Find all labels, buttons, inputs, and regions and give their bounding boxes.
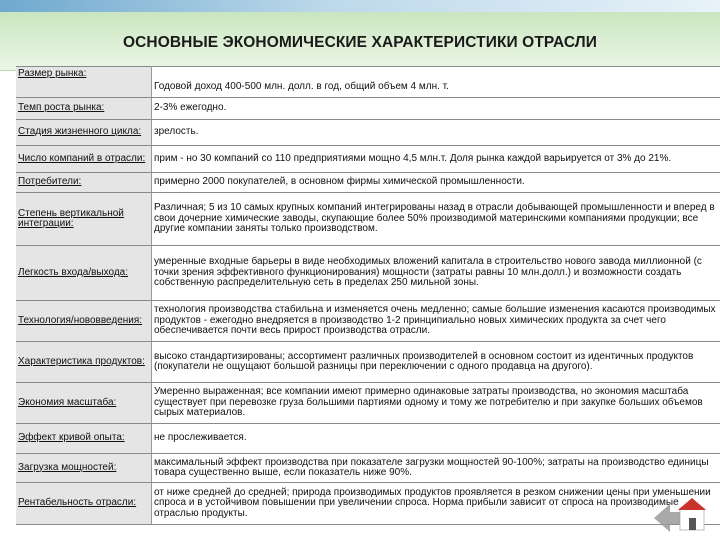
table-row xyxy=(16,383,720,424)
row-label: Характеристика продуктов: xyxy=(16,342,152,383)
row-value: от ниже средней до средней; природа производимых продуктов проявляется в резком снижении цены при уменьшении спроса и в устойчивом повышении при увеличении спроса. Норма прибыли зависит от спроса на производимые отраслью продукты. xyxy=(152,483,720,525)
row-value: Умеренно выраженная; все компании имеют примерно одинаковые затраты производства, но экономия масштаба существует при перевозке груза большими партиями одному и тому же потребителю и при закупке больших объемов сырых материалов. xyxy=(152,383,720,424)
row-label: Загрузка мощностей: xyxy=(16,454,152,483)
row-value: высоко стандартизированы; ассортимент различных производителей в основном состоит из идентичных продуктов (покупатели не ощущают большой разницы при переключении с одного продавца на другого). xyxy=(152,342,720,383)
logo-house-icon xyxy=(678,498,706,530)
row-value: примерно 2000 покупателей, в основном фирмы химической промышленности. xyxy=(152,173,720,193)
table-row xyxy=(16,301,720,342)
row-value: зрелость. xyxy=(152,120,720,146)
row-value: максимальный эффект производства при показателе загрузки мощностей 90-100%; затраты на производство единицы товара существенно выше, если показатель ниже 90%. xyxy=(152,454,720,483)
row-value: умеренные входные барьеры в виде необходимых вложений капитала в строительство нового завода миллионной (с точки зрения эффективного функционирования) мощности (затраты равны 10 млн.долл.) и возможности создать собственную распределительную сеть в пределах 250 мильной зоны. xyxy=(152,246,720,301)
row-label: Эффект кривой опыта: xyxy=(16,424,152,454)
table-row xyxy=(16,193,720,246)
table-row xyxy=(16,454,720,483)
table-row xyxy=(16,173,720,193)
table-row xyxy=(16,67,720,98)
top-decor-bar xyxy=(0,0,720,12)
row-label: Легкость входа/выхода: xyxy=(16,246,152,301)
row-label: Стадия жизненного цикла: xyxy=(16,120,152,146)
row-label: Степень вертикальной интеграции: xyxy=(16,193,152,246)
logo xyxy=(650,496,710,532)
table-row xyxy=(16,146,720,173)
row-value: технология производства стабильна и изменяется очень медленно; самые большие изменения касаются производимых продуктов - ежегодно внедряется в производство 1-2 принципиально новых химических продукта за счет чего обеспечивается почти весь прирост производства отрасли. xyxy=(152,301,720,342)
row-label: Потребители: xyxy=(16,173,152,193)
characteristics-table xyxy=(16,66,720,525)
table-row xyxy=(16,98,720,120)
table-row xyxy=(16,120,720,146)
row-label: Экономия масштаба: xyxy=(16,383,152,424)
row-label: Рентабельность отрасли: xyxy=(16,483,152,525)
page-title: ОСНОВНЫЕ ЭКОНОМИЧЕСКИЕ ХАРАКТЕРИСТИКИ ОТРАСЛИ xyxy=(122,34,597,51)
table-row xyxy=(16,483,720,525)
row-label: Размер рынка: xyxy=(16,67,152,98)
row-value: прим - но 30 компаний со 110 предприятиями мощно 4,5 млн.т. Доля рынка каждой варьируется от 3% до 21%. xyxy=(152,146,720,173)
logo-arrow-icon xyxy=(654,504,680,532)
row-value: Годовой доход 400-500 млн. долл. в год, общий объем 4 млн. т. xyxy=(152,67,720,98)
table-row xyxy=(16,342,720,383)
row-label: Технология/нововведения: xyxy=(16,301,152,342)
row-value: 2-3% ежегодно. xyxy=(152,98,720,120)
row-value: не прослеживается. xyxy=(152,424,720,454)
table-row xyxy=(16,424,720,454)
table-row xyxy=(16,246,720,301)
row-label: Темп роста рынка: xyxy=(16,98,152,120)
row-label: Число компаний в отрасли: xyxy=(16,146,152,173)
row-value: Различная; 5 из 10 самых крупных компаний интегрированы назад в отрасли добывающей промышленности и вперед в свои дочерние химические заводы, скупающие более 50% производимой материнскими компаниями продукции; все другие компании заняты только производством. xyxy=(152,193,720,246)
